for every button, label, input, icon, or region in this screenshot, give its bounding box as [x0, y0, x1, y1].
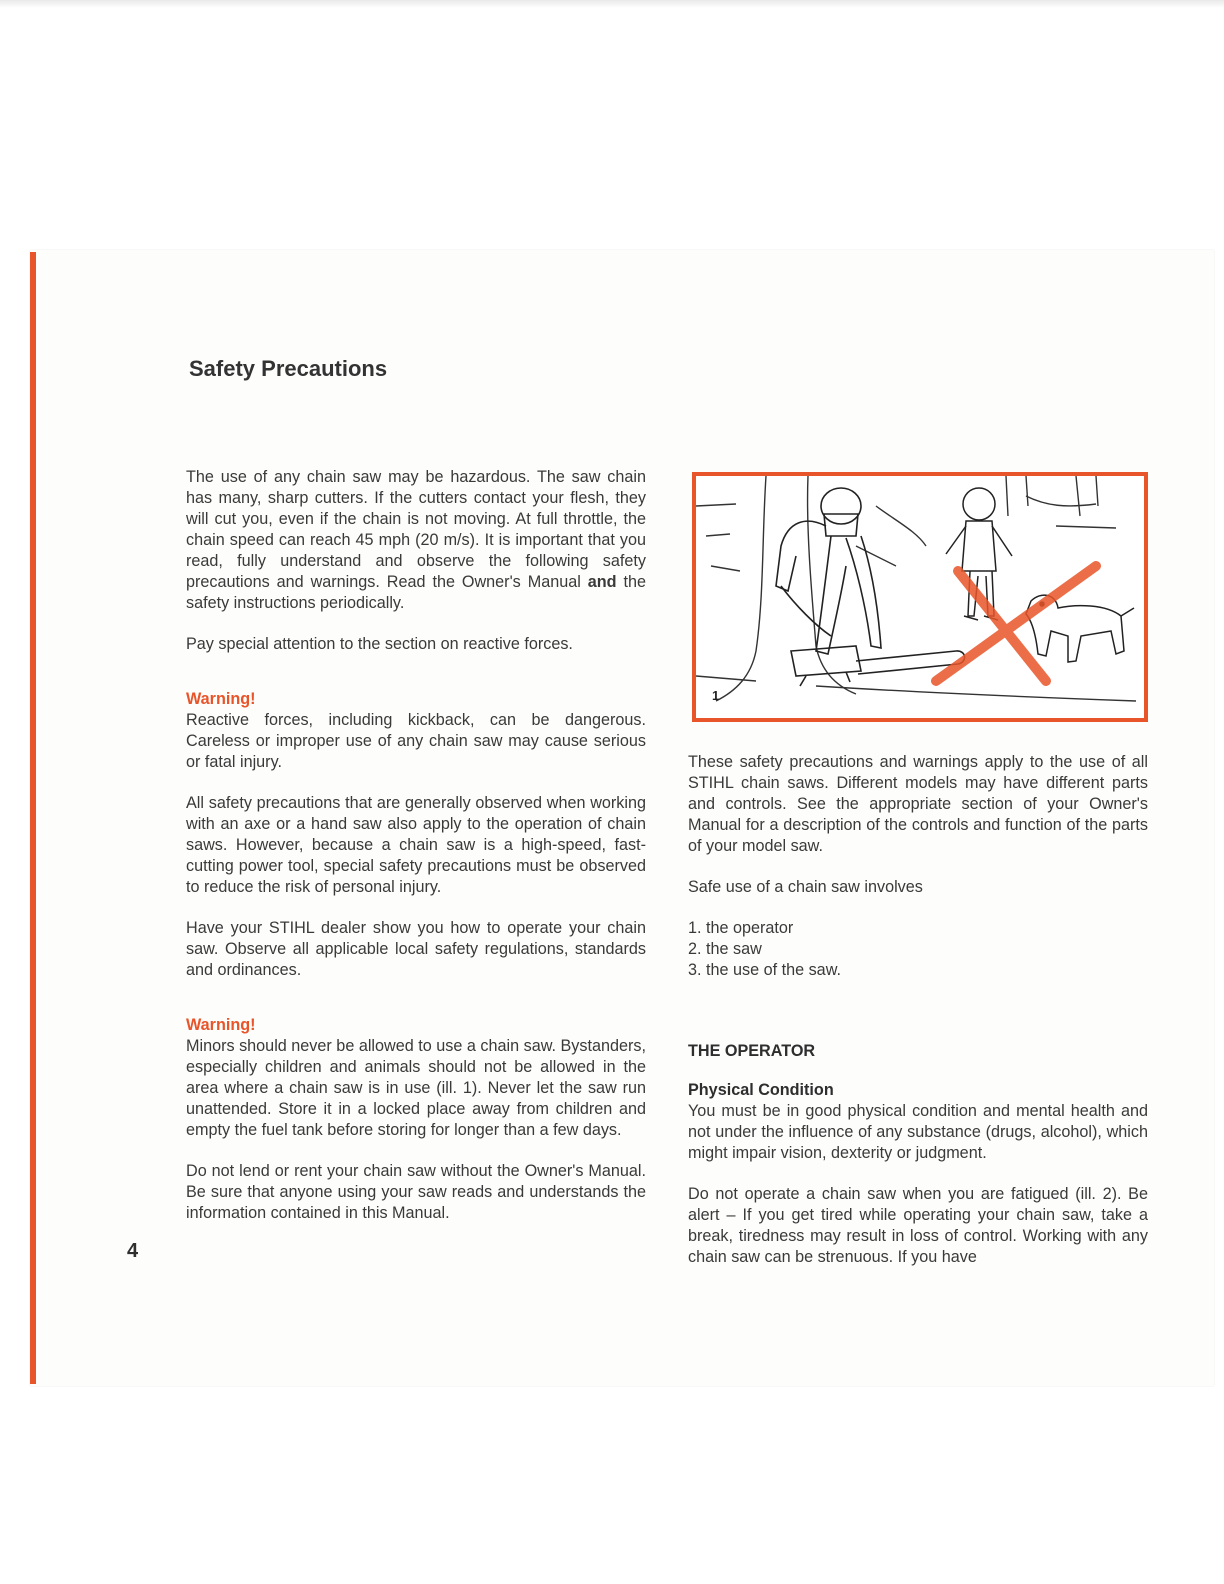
- lend-paragraph: Do not lend or rent your chain saw without the Owner's Manual. Be sure that anyone using your saw reads and understands the information contained in this Manual.: [186, 1162, 646, 1222]
- intro-text: The use of any chain saw may be hazardous. The saw chain has many, sharp cutters. If the cutters contact your flesh, they will cut you, even if the chain is not moving. At full throttle, the chain speed can reach 45 mph (20 m/s). It is important that you read, fully understand and observe the following safety precautions and warnings. Read the Owner's Manual: [186, 468, 646, 591]
- physical-condition-text: You must be in good physical condition and mental health and not under the influence of any substance (drugs, alcohol), which might impair vision, dexterity or judgment.: [688, 1102, 1148, 1162]
- operator-heading: THE OPERATOR: [688, 1042, 816, 1060]
- dealer-paragraph: Have your STIHL dealer show you how to operate your chain saw. Observe all applicable local safety regulations, standards and ordinances.: [186, 919, 646, 979]
- list-item: 3. the use of the saw.: [688, 961, 841, 979]
- page-title: Safety Precautions: [189, 356, 388, 381]
- warning-block-1: [186, 689, 646, 773]
- warning-title-2: Warning!: [186, 1016, 256, 1034]
- orange-margin-bar: [30, 252, 36, 1384]
- list-item: 2. the saw: [688, 940, 762, 958]
- illustration-label: 1: [712, 688, 720, 703]
- precautions-paragraph: All safety precautions that are generally observed when working with an axe or a hand saw also apply to the operation of chain saws. However, because a chain saw is a high-speed, fast-cutting power tool, special safety precautions must be observed to reduce the risk of personal injury.: [186, 794, 646, 896]
- reactive-note: Pay special attention to the section on reactive forces.: [186, 635, 573, 653]
- fatigue-paragraph: Do not operate a chain saw when you are fatigued (ill. 2). Be alert – If you get tired while operating your chain saw, take a break, tiredness may result in loss of control. Working with any chain saw can be strenuous. If you have: [688, 1185, 1148, 1266]
- intro-end-text: the safety instructions periodically.: [186, 573, 647, 612]
- left-column: [186, 467, 646, 1224]
- warning-block-2: [186, 1015, 646, 1141]
- apply-paragraph: These safety precautions and warnings apply to the use of all STIHL chain saws. Different models may have different parts and controls. See the appropriate section of your Owner's Manual for a description of the controls and function of the parts of your model saw.: [688, 753, 1148, 855]
- intro-paragraph: [186, 467, 646, 614]
- warning-title-1: Warning!: [186, 690, 256, 708]
- illustration-1-frame: [692, 472, 1148, 722]
- warning-text-1: Reactive forces, including kickback, can be dangerous. Careless or improper use of any chain saw may cause serious or fatal injury.: [186, 711, 646, 771]
- intro-bold-word: and: [587, 573, 617, 591]
- chainsaw-bystander-warning-illustration: [696, 476, 1144, 718]
- page-number: 4: [127, 1240, 139, 1262]
- safe-use-paragraph: Safe use of a chain saw involves: [688, 878, 923, 896]
- warning-text-2: Minors should never be allowed to use a chain saw. Bystanders, especially children and animals should not be allowed in the area where a chain saw is in use (ill. 1). Never let the saw run unattended. Store it in a locked place away from children and empty the fuel tank before storing for longer than a few days.: [186, 1037, 646, 1139]
- page-top-edge: [0, 0, 1224, 8]
- right-column: [688, 752, 1148, 1268]
- physical-condition-heading: Physical Condition: [688, 1081, 834, 1099]
- list-item: 1. the operator: [688, 919, 794, 937]
- safe-use-list: [688, 918, 1148, 981]
